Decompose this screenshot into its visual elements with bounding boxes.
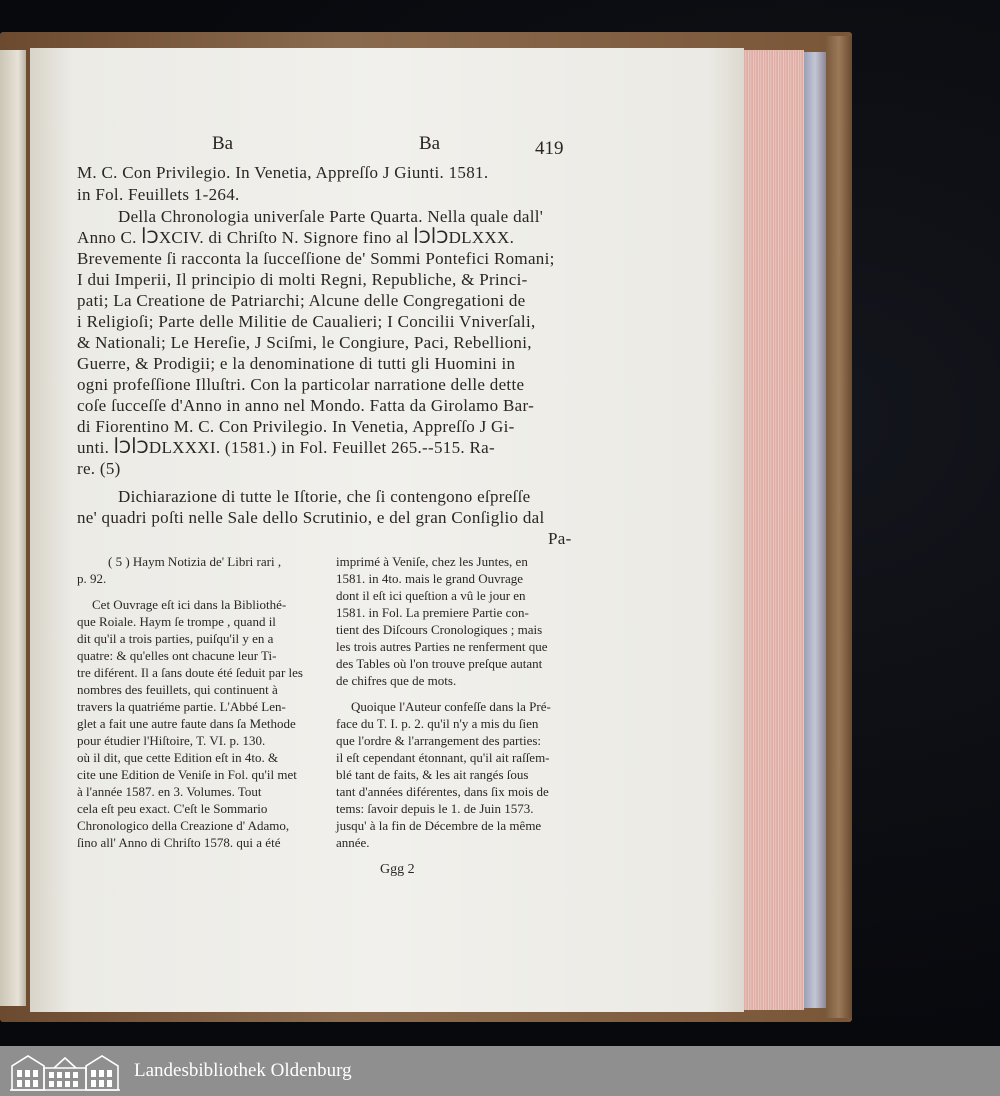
main-line: pati; La Creatione de Patriarchi; Alcune delle Congregationi de xyxy=(77,291,526,310)
note-line: Chronologico della Creazione d' Adamo, xyxy=(77,818,290,833)
running-head-center: Ba xyxy=(419,133,441,154)
note-line: où il dit, que cette Edition eſt in 4to. & xyxy=(77,750,279,765)
main-line: Brevemente ſi racconta la ſucceſſione de' Sommi Pontefici Romani; xyxy=(77,249,555,268)
note-line: dont il eſt ici queſtion a vû le jour en xyxy=(336,588,526,603)
note-line: jusqu' à la fin de Décembre de la même xyxy=(336,818,542,833)
note-line: de chifres que de mots. xyxy=(336,673,457,688)
note-line: pour étudier l'Hiſtoire, T. VI. p. 130. xyxy=(77,733,266,748)
note-line: année. xyxy=(336,835,370,850)
note-line: tre diférent. Il a ſans doute été ſeduit par les xyxy=(77,665,303,680)
note-line: tant d'années diférentes, dans ſix mois de xyxy=(336,784,549,799)
main-line: Della Chronologia univerſale Parte Quarta. Nella quale dall' xyxy=(118,207,544,226)
note-line: dit qu'il a trois parties, puiſqu'il y en a xyxy=(77,631,274,646)
main-line: Anno C. ꟾↃXCIV. di Chriſto N. Signore fino al ꟾↃꟾↃDLXXX. xyxy=(77,228,515,247)
running-head-left: Ba xyxy=(212,133,234,154)
note-line: 1581. in 4to. mais le grand Ouvrage xyxy=(336,571,524,586)
note-line: face du T. I. p. 2. qu'il n'y a mis du ſien xyxy=(336,716,539,731)
cover-board-edge xyxy=(826,36,852,1018)
endpaper-strip xyxy=(804,52,826,1008)
main-line: Guerre, & Prodigii; e la denominatione di tutti gli Huomini in xyxy=(77,354,516,373)
note-line: nombres des feuillets, qui continuent à xyxy=(77,682,278,697)
main-line: unti. ꟾↃꟾↃDLXXXI. (1581.) in Fol. Feuillet 265.--515. Ra- xyxy=(77,438,495,457)
note-line: il eſt cependant étonnant, qu'il ait raſſem- xyxy=(336,750,550,765)
note-line: blé tant de faits, & les ait rangés ſous xyxy=(336,767,529,782)
note-line: tems: ſavoir depuis le 1. de Juin 1573. xyxy=(336,801,534,816)
note-line: cite une Edition de Veniſe in Fol. qu'il met xyxy=(77,767,297,782)
note-line: des Tables où l'on trouve preſque autant xyxy=(336,656,543,671)
main-line: coſe ſucceſſe d'Anno in anno nel Mondo. Fatta da Girolamo Bar- xyxy=(77,396,535,415)
main-line: ne' quadri poſti nelle Sale dello Scrutinio, e del gran Conſiglio dal xyxy=(77,508,545,527)
main-line: re. (5) xyxy=(77,459,121,478)
main-line: M. C. Con Privilegio. In Venetia, Appreſſo J Giunti. 1581. xyxy=(77,163,489,182)
note-line: glet a fait une autre faute dans ſa Methode xyxy=(77,716,296,731)
note-line: 1581. in Fol. La premiere Partie con- xyxy=(336,605,529,620)
note-line: Cet Ouvrage eſt ici dans la Bibliothé- xyxy=(92,597,287,612)
main-line: I dui Imperii, Il principio di molti Regni, Republiche, & Princi- xyxy=(77,270,528,289)
note-line: que Roiale. Haym ſe trompe , quand il xyxy=(77,614,276,629)
main-line: di Fiorentino M. C. Con Privilegio. In Venetia, Appreſſo J Gi- xyxy=(77,417,515,436)
main-line: i Religioſi; Parte delle Militie de Caualieri; I Concilii Vniverſali, xyxy=(77,312,536,331)
note-line: à l'année 1587. en 3. Volumes. Tout xyxy=(77,784,262,799)
main-line: & Nationali; Le Hereſie, J Sciſmi, le Congiure, Paci, Rebellioni, xyxy=(77,333,532,352)
page-fore-edge xyxy=(744,50,804,1010)
main-line: in Fol. Feuillets 1-264. xyxy=(77,185,240,204)
main-line: ogni profeſſione Illuſtri. Con la particolar narratione delle dette xyxy=(77,375,525,394)
catchword: Pa- xyxy=(548,529,572,548)
note-line: ( 5 ) Haym Notizia de' Libri rari , xyxy=(108,554,282,569)
institution-name: Landesbibliothek Oldenburg xyxy=(134,1060,352,1081)
note-line: tient des Diſcours Cronologiques ; mais xyxy=(336,622,543,637)
signature-mark: Ggg 2 xyxy=(380,862,415,877)
note-line: p. 92. xyxy=(77,571,107,586)
library-building-icon xyxy=(8,1050,122,1092)
note-line: travers la quatriéme partie. L'Abbé Len- xyxy=(77,699,286,714)
note-line: les trois autres Parties ne renferment que xyxy=(336,639,548,654)
note-line: ſino all' Anno di Chriſto 1578. qui a été xyxy=(77,835,281,850)
note-line: que l'ordre & l'arrangement des parties: xyxy=(336,733,542,748)
note-line: cela eſt peu exact. C'eſt le Sommario xyxy=(77,801,268,816)
note-line: quatre: & qu'elles ont chacune leur Ti- xyxy=(77,648,277,663)
note-line: imprimé à Veniſe, chez les Juntes, en xyxy=(336,554,528,569)
main-line: Dichiarazione di tutte le Iſtorie, che ſi contengono eſpreſſe xyxy=(118,487,531,506)
facing-page-edge xyxy=(0,50,26,1006)
note-line: Quoique l'Auteur confeſſe dans la Pré- xyxy=(351,699,551,714)
page-number: 419 xyxy=(535,138,564,159)
